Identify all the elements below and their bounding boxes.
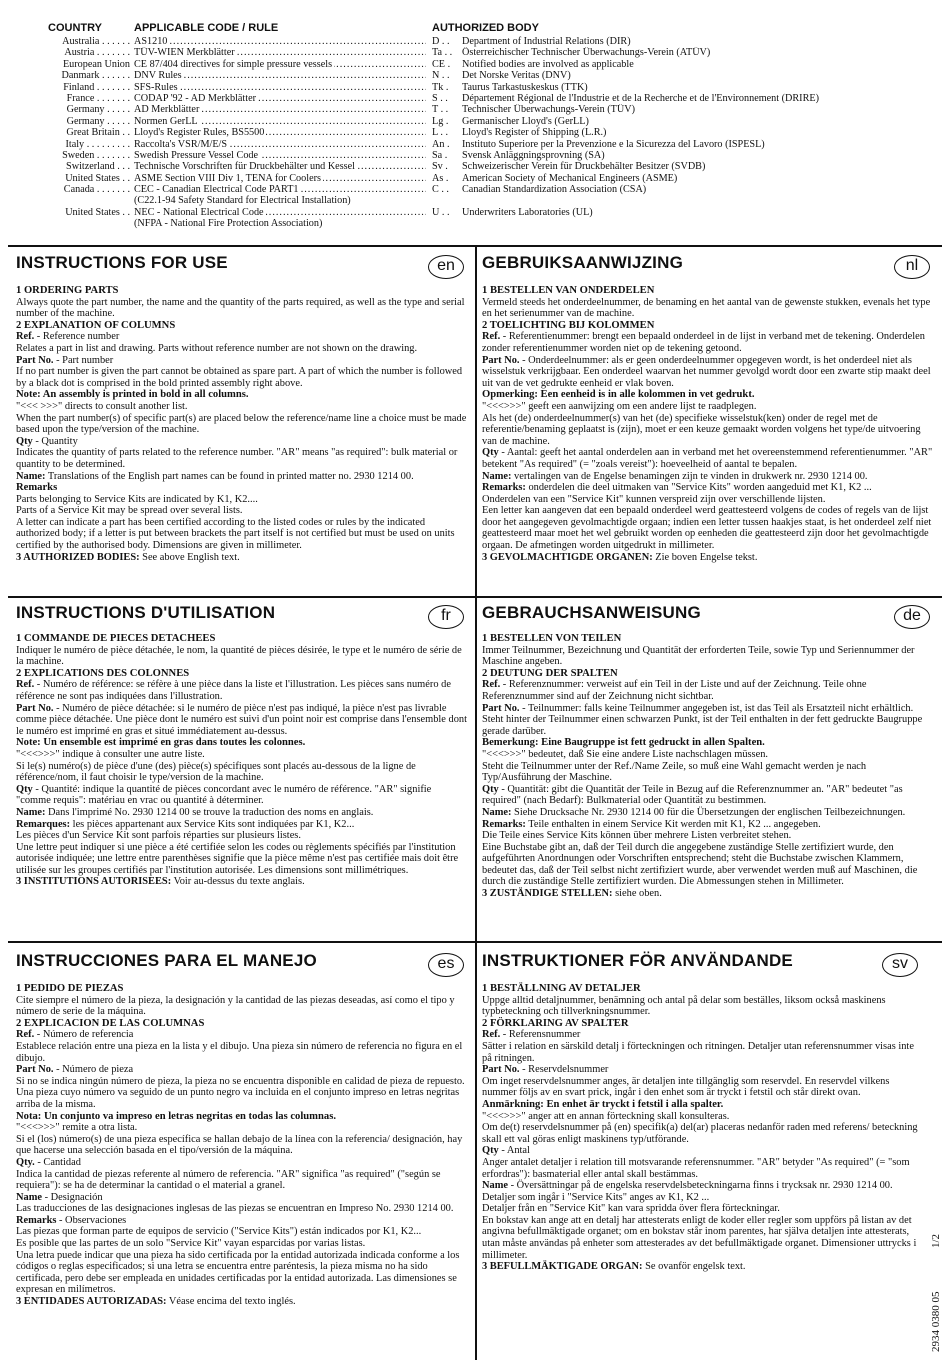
document-number: 2934 0380 05	[930, 1291, 942, 1352]
country-cell: Australia . . . . . .	[62, 36, 130, 47]
abbr-cell: CE .	[432, 58, 451, 70]
abbr-cell: L . .	[432, 127, 449, 139]
language-badge-en: en	[428, 255, 464, 279]
note: Anmärkning: En enhet är tryckt i fetstil i alla spalter.	[482, 1098, 724, 1110]
codes-table-row	[18, 173, 928, 184]
country-cell: Germany . . . . .	[66, 115, 130, 127]
authorized-body-cell: American Society of Mechanical Engineers (ASME)	[462, 172, 678, 184]
note: Note: Un ensemble est imprimé en gras dans toutes les colonnes.	[16, 737, 306, 749]
paragraph: "<<<>>>" remite a otra lista.	[16, 1122, 138, 1134]
section-heading: 1 COMMANDE DE PIECES DETACHEES	[16, 633, 216, 644]
abbr-cell: Sv .	[432, 161, 448, 173]
code-cell: CE 87/404 directives for simple pressure vessels .....	[134, 59, 426, 70]
section-heading: 2 EXPLICACION DE LAS COLUMNAS	[16, 1017, 205, 1029]
authorized-body-cell: Lloyd's Register of Shipping (L.R.)	[462, 127, 607, 139]
codes-table-row	[18, 195, 928, 206]
country-cell: United States . .	[65, 172, 130, 184]
ref-line: Ref. - Referensnummer	[482, 1029, 581, 1041]
part-line: Part No. - Numéro de pièce détachée: si le numéro de pièce n'est pas indiqué, la pièce n'est pas livrable comme pièce détachée. Une pièce dont le numéro est suivi d'un point noir est comprise dans l'ensemble dont le numéro est imprimé en gras et situé immédiatement au-dessus.	[16, 702, 467, 737]
abbr-cell: Lg .	[432, 115, 449, 127]
authorized-body-cell: Department of Industrial Relations (DIR)	[462, 36, 631, 47]
ref-line: Ref. - Número de referencia	[16, 1029, 134, 1041]
remarks-line: Remarques: les pièces appartenant aux Service Kits sont indiquées par K1, K2...	[16, 818, 355, 830]
codes-table-row	[18, 70, 928, 81]
authorized-line: 3 INSTITUTIONS AUTORISEES: Voir au-dessus du texte anglais.	[16, 876, 305, 888]
abbr-cell: D . .	[432, 36, 450, 47]
code-cell: DNV Rules .....	[134, 70, 426, 81]
codes-table-row	[18, 104, 928, 115]
authorized-body-cell: Technischer Überwachungs-Verein (TÜV)	[462, 104, 635, 116]
part-line: Part No. - Onderdeelnummer: als er geen onderdeelnummer opgegeven wordt, is het onderdeel niet als wisselstuk verkrijgbaar. Een onderdeel waarvan het nummer gevolgd wordt door een zwarte stip maakt deel uit van de vet gedrukte eenheid er vlak boven.	[482, 354, 931, 389]
qty-line: Qty - Aantal: geeft het aantal onderdelen aan in verband met het overeenstemmend referentienummer. "AR" betekent "As required" (= "zoals vereist"): hoeveelheid of aantal te bepalen.	[482, 447, 933, 470]
authorized-body-cell: Germanischer Lloyd's (GerLL)	[462, 115, 589, 127]
paragraph: Si no se indica ningún número de pieza, la pieza no se encuentra disponible en calidad de pieza de repuesto. Una pieza cuyo número va seguido de un punto negro va incluida en el conjunto impreso en letras negritas arriba de la misma.	[16, 1075, 465, 1110]
codes-table-row	[18, 207, 928, 218]
code-cell: Normen GerLL .....	[134, 116, 426, 127]
authorized-body-cell: Det Norske Veritas (DNV)	[462, 70, 571, 82]
paragraph: Las traducciones de las designaciones inglesas de las piezas se encuentran en Impreso No. 2930 1214 00.	[16, 1203, 454, 1215]
country-cell: Germany . . . . .	[66, 104, 130, 116]
codes-table-row	[18, 59, 928, 70]
authorized-body-cell: Taurus Tarkastuskeskus (TTK)	[462, 81, 588, 93]
codes-table-row	[18, 93, 928, 104]
country-cell: France . . . . . . .	[66, 92, 130, 104]
country-cell: Finland . . . . . . .	[63, 81, 130, 93]
language-badge-de: de	[894, 605, 930, 629]
panel-sv	[482, 951, 922, 1361]
panel-title: GEBRUIKSAANWIJZING	[482, 253, 683, 272]
paragraph: Always quote the part number, the name and the quantity of the parts required, as well as the type and serial number of the machine.	[16, 296, 465, 320]
abbr-cell: As .	[432, 172, 449, 184]
country-cell: Great Britain . .	[66, 127, 130, 139]
country-cell: Sweden . . . . . . .	[62, 149, 130, 161]
country-cell: Danmark . . . . . .	[61, 70, 130, 82]
panel-nl	[482, 253, 934, 593]
paragraph: "<<<>>>" bedeutet, daß Sie eine andere Liste nachschlagen müssen.	[482, 748, 769, 760]
paragraph: Establece relación entre una pieza en la lista y el dibujo. Una pieza sin número de referencia no figura en el dibujo.	[16, 1040, 463, 1064]
authorized-body-cell: Instituto Superiore per la Prevenzione e la Sicurezza del Lavoro (ISPESL)	[462, 138, 765, 150]
paragraph: En bokstav kan ange att en detalj har attesterats enligt de koder eller regler som uppförs på listan av det angivna befullmäktigade organet; om en bokstav står inom parentes, har själva detaljen inte attesterats, utan måste användas på enheter som attesterades av det befullmäktigade organet. Dimensioner uttrycks i millimeter.	[482, 1214, 917, 1261]
paragraph: When the part number(s) of specific part(s) are placed below the reference/name line a choice must be made based upon the type/version of the machine.	[16, 412, 467, 436]
part-line: Part No. - Part number	[16, 354, 114, 366]
ref-line: Ref. - Referenznummer: verweist auf ein Teil in der Liste und auf der Zeichnung. Teile ohne Referenznummer sind auf der Zeichnung nicht sichtbar.	[482, 679, 867, 702]
authorized-body-cell: Svensk Anläggningsprovning (SA)	[462, 149, 605, 161]
paragraph: Onderdelen van een "Service Kit" kunnen verspreid zijn over verschillende lijsten.	[482, 493, 826, 505]
paragraph: Om inget reservdelsnummer anges, är detaljen inte tillgänglig som reservdel. En reservdel vilkens nummer följs av en svart prick, ingår i den enhet som är tryckt i fetstil och står direkt ovan.	[482, 1075, 890, 1099]
authorized-line: 3 ENTIDADES AUTORIZADAS: Véase encima del texto inglés.	[16, 1296, 296, 1308]
paragraph: If no part number is given the part cannot be obtained as spare part. A part of which the number is followed by a black dot is comprised in the bold printed assembly right above.	[16, 366, 463, 389]
paragraph: Indicates the quantity of parts related to the reference number. "AR" means "as required": bulk material or quantity to be determined.	[16, 447, 458, 470]
name-line: Name - Översättningar på de engelska reservdelsbeteckningarna finns i trycksak nr. 2930 1214 00.	[482, 1180, 893, 1192]
name-line: Name: Dans l'imprimé No. 2930 1214 00 se trouve la traduction des noms en anglais.	[16, 806, 374, 818]
abbr-cell: An .	[432, 138, 450, 150]
paragraph: "<<<>>>" anger att en annan förteckning skall konsulteras.	[482, 1110, 730, 1122]
qty-line: Qty - Antal	[482, 1145, 530, 1157]
codes-table-row	[18, 47, 928, 58]
name-line: Name - Designación	[16, 1191, 103, 1203]
authorized-line: 3 BEFULLMÄKTIGADE ORGAN: Se ovanför engelsk text.	[482, 1261, 746, 1273]
column-divider	[475, 245, 477, 1360]
part-line: Part No. - Número de pieza	[16, 1064, 134, 1076]
language-badge-nl: nl	[894, 255, 930, 279]
code-cell: CODAP '92 - AD Merkblätter .....	[134, 93, 426, 104]
panel-title: INSTRUCTIONS FOR USE	[16, 253, 228, 272]
qty-line: Qty - Quantity	[16, 435, 78, 447]
paragraph: Si el (los) número(s) de una pieza específica se hallan debajo de la línea con la referencia/ designación, hay que hacerse una selección basada en el tipo/versión de la máquina.	[16, 1133, 463, 1157]
paragraph: Anger antalet detaljer i relation till motsvarande referensnummer. "AR" betyder "As required" (= "som erfordras"): basmaterial eller antal skall bestämmas.	[482, 1156, 910, 1180]
qty-line: Qty. - Cantidad	[16, 1156, 81, 1168]
part-line: Part No. - Reservdelsnummer	[482, 1064, 609, 1076]
authorized-body-cell: Österreichischer Technischer Überwachungs-Verein (ATÜV)	[462, 47, 711, 59]
abbr-cell: S . .	[432, 92, 448, 104]
paragraph: Una letra puede indicar que una pieza ha sido certificada por la entidad autorizada indicada conforme a los códigos o reglas especificados; si una letra se encuentra entre paréntesis, la pieza misma no ha sido certificada, pero debe ser empleada en unidades certificadas por la entidad autorizada. Las dimensiones se expresan en milímetros.	[16, 1249, 460, 1296]
paragraph: Parts of a Service Kit may be spread over several lists.	[16, 505, 243, 517]
country-cell: Canada . . . . . . .	[63, 184, 130, 196]
section-heading: 2 FÖRKLARING AV SPALTER	[482, 1017, 629, 1029]
country-cell: Italy . . . . . . . . .	[65, 138, 130, 150]
section-heading: 1 ORDERING PARTS	[16, 285, 119, 296]
paragraph: Om de(t) reservdelsnummer på (en) specifik(a) del(ar) placeras nedanför raden med referens/ beteckning skall ett val göras enligt maskinens typ/utförande.	[482, 1122, 918, 1145]
authorized-body-cell: Département Régional de l'Industrie et de la Recherche et de l'Environnement (DRIRE)	[462, 92, 819, 104]
codes-table-row	[18, 36, 928, 47]
section-heading: 2 DEUTUNG DER SPALTEN	[482, 667, 618, 679]
section-heading: 1 BESTELLEN VAN ONDERDELEN	[482, 285, 655, 296]
page-number: 1/2	[930, 1233, 942, 1248]
authorized-line: 3 AUTHORIZED BODIES: See above English text.	[16, 551, 240, 563]
codes-table-row	[18, 82, 928, 93]
codes-table-row	[18, 116, 928, 127]
paragraph: Uppge alltid detaljnummer, benämning och antal på delar som beställes, liksom också maskinens typbeteckning och tillverkningsnummer.	[482, 994, 886, 1018]
language-badge-sv: sv	[882, 953, 918, 977]
code-cell: Swedish Pressure Vessel Code .....	[134, 150, 426, 161]
name-line: Name: Translations of the English part names can be found in printed matter no. 2930 1214 00.	[16, 470, 414, 482]
panel-title: INSTRUKTIONER FÖR ANVÄNDANDE	[482, 951, 793, 970]
panel-de	[482, 603, 934, 938]
paragraph: A letter can indicate a part has been certified according to the listed codes or rules by the indicated authorized body; if a letter is put between brackets the part itself is not certified but must be used on units certified by the authorised body. Dimensions are given in millimeter.	[16, 516, 455, 552]
paragraph: Vermeld steeds het onderdeelnummer, de benaming en het aantal van de gewenste stukken, evenals het type en het serienummer van de machine.	[482, 296, 931, 320]
abbr-cell: Sa .	[432, 149, 448, 161]
country-cell: Switzerland . . .	[66, 161, 130, 173]
paragraph: Une lettre peut indiquer si une pièce a été certifiée selon les codes ou règlements spécifiés par l'institution autorisée indiquée; une lettre entre parenthèses signifie que la pièce même n'est pas certifiée mais doit être utilisée sur les groupes certifiés par l'institution autorisée. Les dimensions sont millimétriques.	[16, 841, 459, 876]
paragraph: Een letter kan aangeven dat een bepaald onderdeel werd geattesteerd volgens de codes of regels van de lijst door het aangegeven gevolmachtigde orgaan; indien een letter tussen haakjes staat, is het onderdeel zelf niet geattesteerd maar moet het wel gebruikt worden op eenheden die geattesteerd zijn door het gevolmachtigde orgaan. De afmetingen worden uitgedrukt in millimeter.	[482, 505, 932, 552]
codes-table-row	[18, 127, 928, 138]
section-heading: 1 BESTELLEN VON TEILEN	[482, 633, 622, 644]
qty-line: Qty - Quantité: indique la quantité de pièces concordant avec le numéro de référence. "AR" signifie "comme requis": matériau en vrac ou quantité à déterminer.	[16, 783, 432, 807]
paragraph: "<<<>>>" indique à consulter une autre liste.	[16, 748, 205, 760]
country-cell: United States . .	[65, 206, 130, 218]
authorized-line: 3 GEVOLMACHTIGDE ORGANEN: Zie boven Engelse tekst.	[482, 551, 758, 563]
codes-table-row	[18, 218, 928, 229]
section-heading: 2 EXPLANATION OF COLUMNS	[16, 319, 176, 331]
authorized-line: 3 ZUSTÄNDIGE STELLEN: siehe oben.	[482, 888, 662, 900]
section-heading: 1 BESTÄLLNING AV DETALJER	[482, 983, 641, 994]
codes-table-row	[18, 150, 928, 161]
qty-line: Qty - Quantität: gibt die Quantität der Teile in Bezug auf die Referenznummer an. "AR" bedeutet "as required" (nach Bedarf): Bulkmaterial oder Quantität zu bestimmen.	[482, 783, 903, 807]
panel-fr	[16, 603, 468, 938]
authorized-body-cell: Underwriters Laboratories (UL)	[462, 206, 593, 218]
abbr-cell: U . .	[432, 206, 450, 218]
code-cell: (C22.1-94 Safety Standard for Electrical Installation)	[134, 195, 351, 207]
code-cell: NEC - National Electrical Code .....	[134, 207, 426, 218]
abbr-cell: T . .	[432, 104, 449, 116]
codes-table-header	[18, 22, 928, 36]
paragraph: Immer Teilnummer, Bezeichnung und Quantität der erforderten Teile, sowie Typ und Seriennummer der Maschine angeben.	[482, 644, 915, 668]
paragraph: Die Teile eines Service Kits können über mehrere Listen verbreitet stehen.	[482, 830, 792, 842]
header-country: COUNTRY	[48, 22, 102, 34]
paragraph: Eine Buchstabe gibt an, daß der Teil durch die angegebene zuständige Stelle zertifiziert wurde, den aufgeführten Anordnungen oder Vorschriften entsprechend; steht die Buchstabe zwischen Klammern, bedeutet das, daß der Teil selbst nicht zertifiziert wurde, aber verwendet werden muß auf Maschinen, die durch die zuständige Stelle zertifiziert wurden. Die Abmessungen stehen in Millimeter.	[482, 841, 918, 888]
code-cell: SFS-Rules .....	[134, 82, 426, 93]
codes-table-row	[18, 184, 928, 195]
paragraph: Cite siempre el número de la pieza, la designación y la cantidad de las piezas deseadas, así como el tipo y número de serie de la máquina.	[16, 994, 455, 1018]
header-authorized-body: AUTHORIZED BODY	[432, 22, 539, 34]
remarks-line: Remarks: Teile enthalten in einem Service Kit werden mit K1, K2 ... angegeben.	[482, 818, 821, 830]
code-cell: ASME Section VIII Div 1, TENA for Coolers .....	[134, 173, 426, 184]
country-cell: European Union	[62, 58, 130, 70]
paragraph: Indiquer le numéro de pièce détachée, le nom, la quantité de pièces désirée, le type et le numéro de série de la machine.	[16, 644, 462, 668]
paragraph: "<<<>>>" geeft een aanwijzing om een andere lijst te raadplegen.	[482, 400, 757, 412]
code-cell: Raccolta's VSR/M/E/S .....	[134, 139, 426, 150]
paragraph: Relates a part in list and drawing. Parts without reference number are not shown on the drawing.	[16, 342, 418, 354]
code-cell: (NFPA - National Fire Protection Association)	[134, 218, 323, 230]
code-cell: CEC - Canadian Electrical Code PART1 .....	[134, 184, 426, 195]
authorized-body-cell: Schweizerischer Verein für Druckbehälter Besitzer (SVDB)	[462, 161, 706, 173]
panel-title: INSTRUCCIONES PARA EL MANEJO	[16, 951, 317, 970]
name-line: Name: Siehe Drucksache Nr. 2930 1214 00 für die Übersetzungen der englischen Teilbezeichnungen.	[482, 806, 906, 818]
name-line: Name: vertalingen van de Engelse benamingen zijn te vinden in drukwerk nr. 2930 1214 00.	[482, 470, 868, 482]
note: Note: An assembly is printed in bold in all columns.	[16, 389, 249, 401]
code-cell: Technische Vorschriften für Druckbehälter und Kessel .....	[134, 161, 426, 172]
part-line: Part No. - Teilnummer: falls keine Teilnummer angegeben ist, ist das Teil als Ersatzteil nicht erhältlich. Steht hinter der Teilnummer einen schwarzen Punkt, ist der Teil enthalten in der fett gedruckte Baugruppe gerade darüber.	[482, 702, 923, 737]
section-heading: 1 PEDIDO DE PIEZAS	[16, 983, 124, 994]
abbr-cell: C . .	[432, 184, 449, 196]
authorized-body-cell: Canadian Standardization Association (CSA)	[462, 184, 647, 196]
paragraph: Parts belonging to Service Kits are indicated by K1, K2....	[16, 493, 258, 505]
language-badge-fr: fr	[428, 605, 464, 629]
code-cell: AD Merkblätter .....	[134, 104, 426, 115]
paragraph: "<<< >>>" directs to consult another list.	[16, 400, 188, 412]
paragraph: Detaljer från en "Service Kit" kan vara spridda över flera förteckningar.	[482, 1203, 780, 1215]
language-badge-es: es	[428, 953, 464, 977]
code-cell: Lloyd's Register Rules, BS5500 .....	[134, 127, 426, 138]
paragraph: Steht die Teilnummer unter der Ref./Name Zeile, so muß eine Wahl gemacht werden je nach Typ/Ausführung der Maschine.	[482, 760, 867, 784]
abbr-cell: N . .	[432, 70, 450, 82]
ref-line: Ref. - Reference number	[16, 331, 120, 343]
codes-table-row	[18, 161, 928, 172]
paragraph: Detaljer som ingår i "Service Kits" anges av K1, K2 ...	[482, 1191, 710, 1203]
ref-line: Ref. - Numéro de référence: se réfère à une pièce dans la liste et l'illustration. Les pièces sans numéro de référence ne sont pas indiquées dans l'illustration.	[16, 679, 451, 702]
abbr-cell: Ta . .	[432, 47, 453, 59]
country-cell: Austria . . . . . . .	[64, 47, 130, 59]
ref-line: Ref. - Referentienummer: brengt een bepaald onderdeel in de lijst in verband met de tekening. Onderdelen zonder referentienummer worden niet op de tekening getoond.	[482, 331, 925, 354]
section-heading: 2 EXPLICATIONS DES COLONNES	[16, 667, 190, 679]
section-heading: 2 TOELICHTING BIJ KOLOMMEN	[482, 319, 655, 331]
paragraph: Indica la cantidad de piezas referente al número de referencia. "AR" significa "as required" ("según se requiera"): se ha de determinar la cantidad o el material a granel.	[16, 1168, 441, 1192]
paragraph: Las piezas que forman parte de equipos de servicio ("Service Kits") están indicados por K1, K2...	[16, 1226, 422, 1238]
note: Opmerking: Een eenheid is in alle kolommen in vet gedrukt.	[482, 389, 755, 401]
codes-table	[18, 22, 928, 230]
code-cell: TÜV-WIEN Merkblätter .....	[134, 47, 426, 58]
panel-title: INSTRUCTIONS D'UTILISATION	[16, 603, 276, 622]
paragraph: Es posible que las partes de un solo "Service Kit" vayan esparcidas por varias listas.	[16, 1238, 366, 1250]
note: Bemerkung: Eine Baugruppe ist fett gedruckt in allen Spalten.	[482, 737, 765, 749]
code-cell: AS1210 .....	[134, 36, 426, 47]
panel-title: GEBRAUCHSANWEISUNG	[482, 603, 701, 622]
remarks-line: Remarks: onderdelen die deel uitmaken van "Service Kits" worden aangeduid met K1, K2 ...	[482, 482, 872, 494]
paragraph: Als het (de) onderdeelnummer(s) van het (de) specifieke wisselstuk(ken) onder de regel met de referentie/benaming geplaatst is (zijn), moet er een keuze gemaakt worden volgens het type/de uitvoering van de machine.	[482, 412, 921, 447]
header-code: APPLICABLE CODE / RULE	[134, 22, 279, 34]
panel-es	[16, 951, 468, 1361]
paragraph: Les pièces d'un Service Kit sont parfois réparties sur plusieurs listes.	[16, 830, 301, 842]
authorized-body-cell: Notified bodies are involved as applicable	[462, 58, 634, 70]
paragraph: Sätter i relation en särskild detalj i förteckningen och ritningen. Detaljer utan referensnummer visas inte på ritningen.	[482, 1040, 914, 1064]
panel-en	[16, 253, 468, 593]
codes-table-row	[18, 139, 928, 150]
abbr-cell: Tk .	[432, 81, 449, 93]
remarks-heading: Remarks	[16, 482, 58, 494]
note: Nota: Un conjunto va impreso en letras negritas en todas las columnas.	[16, 1110, 336, 1122]
paragraph: Si le(s) numéro(s) de pièce d'une (des) pièce(s) spécifiques sont placés au-dessous de la ligne de référence/nom, il faut choisir le type/version de la machine.	[16, 760, 416, 784]
remarks-line: Remarks - Observaciones	[16, 1214, 127, 1226]
